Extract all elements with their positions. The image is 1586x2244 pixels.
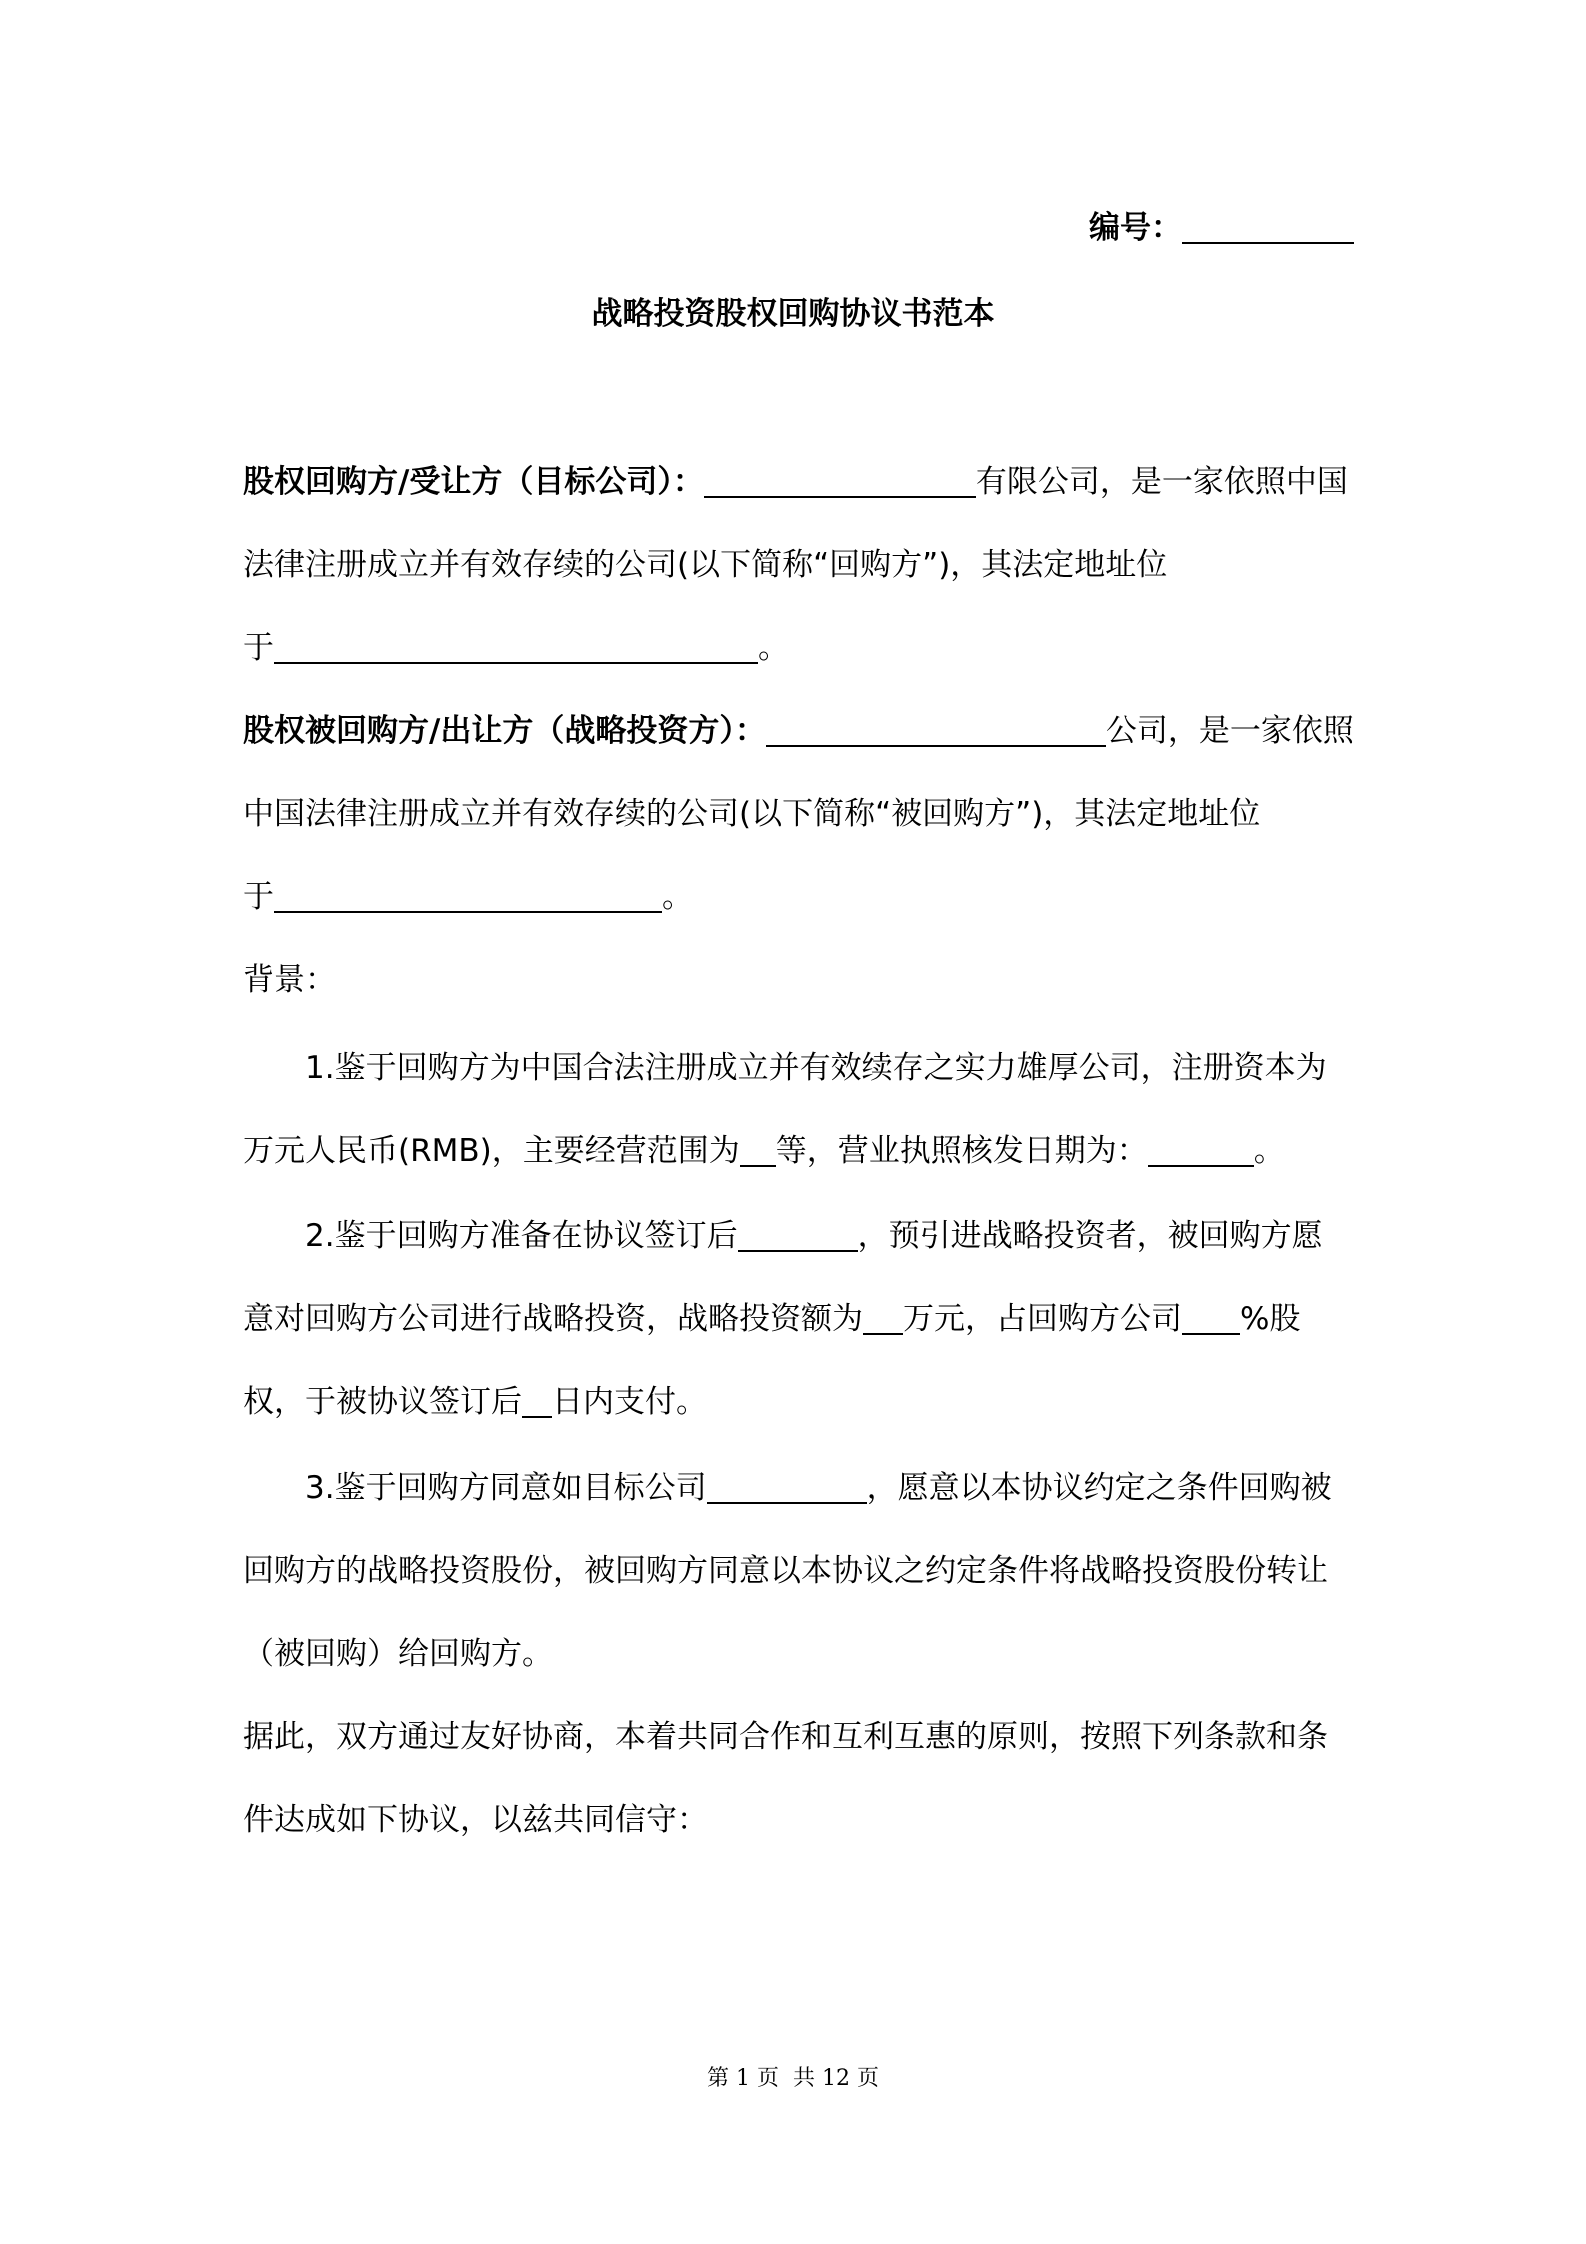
party-b-line-3 <box>243 877 1355 917</box>
background-p3-line-3: （被回购）给回购方。 <box>243 1636 553 1672</box>
license-date-blank[interactable] <box>1148 1135 1254 1167</box>
payment-days-blank[interactable] <box>522 1386 552 1418</box>
p3-line-1-text-b: ，愿意以本协议约定之条件回购被 <box>866 1470 1332 1506</box>
party-b-name-blank[interactable] <box>766 715 1106 747</box>
party-a-line-3 <box>243 628 1355 668</box>
background-p1-line-1: 1.鉴于回购方为中国合法注册成立并有效续存之实力雄厚公司，注册资本为 <box>305 1050 1327 1086</box>
conclusion-line-2: 件达成如下协议，以兹共同信守： <box>243 1802 708 1838</box>
background-p3-line-1 <box>243 1468 1355 1508</box>
investment-amount-blank[interactable] <box>863 1303 903 1335</box>
party-b-line-2: 中国法律注册成立并有效存续的公司(以下简称“被回购方”)，其法定地址位 <box>243 796 1261 832</box>
document-number <box>1089 208 1354 248</box>
target-condition-blank[interactable] <box>707 1472 867 1504</box>
party-a-address-prefix: 于 <box>243 630 274 666</box>
background-p3-line-2: 回购方的战略投资股份，被回购方同意以本协议之约定条件将战略投资股份转让 <box>243 1553 1328 1589</box>
p2-line-2-text-a: 意对回购方公司进行战略投资，战略投资额为 <box>243 1301 863 1337</box>
party-a-line-2: 法律注册成立并有效存续的公司(以下简称“回购方”)，其法定地址位 <box>243 547 1168 583</box>
conclusion-line-1: 据此，双方通过友好协商，本着共同合作和互利互惠的原则，按照下列条款和条 <box>243 1719 1328 1755</box>
p1-date-text: 等，营业执照核发日期为： <box>775 1133 1148 1169</box>
background-p1-line-2 <box>243 1131 1355 1171</box>
p2-line-2-text-c: %股 <box>1240 1301 1301 1337</box>
party-b-address-suffix: 。 <box>662 879 693 915</box>
business-scope-blank[interactable] <box>740 1135 776 1167</box>
equity-percent-blank[interactable] <box>1182 1303 1240 1335</box>
page-total: 共 12 页 <box>793 2066 879 2091</box>
p2-line-1-text-b: ，预引进战略投资者，被回购方愿 <box>857 1218 1323 1254</box>
page-footer <box>0 2064 1586 2094</box>
party-a-name-blank[interactable] <box>704 466 976 498</box>
background-heading: 背景： <box>243 962 336 998</box>
document-title: 战略投资股权回购协议书范本 <box>591 296 995 332</box>
background-p2-line-3 <box>243 1382 1355 1422</box>
party-a-address-suffix: 。 <box>758 630 789 666</box>
p2-line-3-text-a: 权，于被协议签订后 <box>243 1384 522 1420</box>
party-b-address-blank[interactable] <box>274 881 662 913</box>
party-b-line-1 <box>243 711 1355 751</box>
document-number-blank[interactable] <box>1182 212 1354 244</box>
p2-line-1-text-a: 2.鉴于回购方准备在协议签订后 <box>305 1218 738 1254</box>
p2-line-3-text-b: 日内支付。 <box>552 1384 707 1420</box>
p3-line-1-text-a: 3.鉴于回购方同意如目标公司 <box>305 1470 707 1506</box>
p2-line-2-text-b: 万元，占回购方公司 <box>903 1301 1182 1337</box>
p1-end: 。 <box>1253 1133 1285 1169</box>
background-p2-line-2 <box>243 1299 1355 1339</box>
document-number-label: 编号： <box>1089 210 1182 246</box>
party-a-line-1-text: 有限公司，是一家依照中国 <box>975 464 1348 500</box>
party-a-address-blank[interactable] <box>274 632 758 664</box>
party-a-label: 股权回购方/受让方（目标公司）： <box>243 464 704 500</box>
p1-scope-text: 万元人民币(RMB)，主要经营范围为 <box>243 1133 740 1169</box>
party-b-label: 股权被回购方/出让方（战略投资方）： <box>243 713 766 749</box>
page-number: 第 1 页 <box>707 2066 779 2091</box>
party-b-line-1-text: 公司，是一家依照 <box>1105 713 1354 749</box>
signing-period-blank[interactable] <box>738 1220 858 1252</box>
background-p2-line-1 <box>243 1216 1355 1256</box>
party-a-line-1 <box>243 462 1355 502</box>
party-b-address-prefix: 于 <box>243 879 274 915</box>
